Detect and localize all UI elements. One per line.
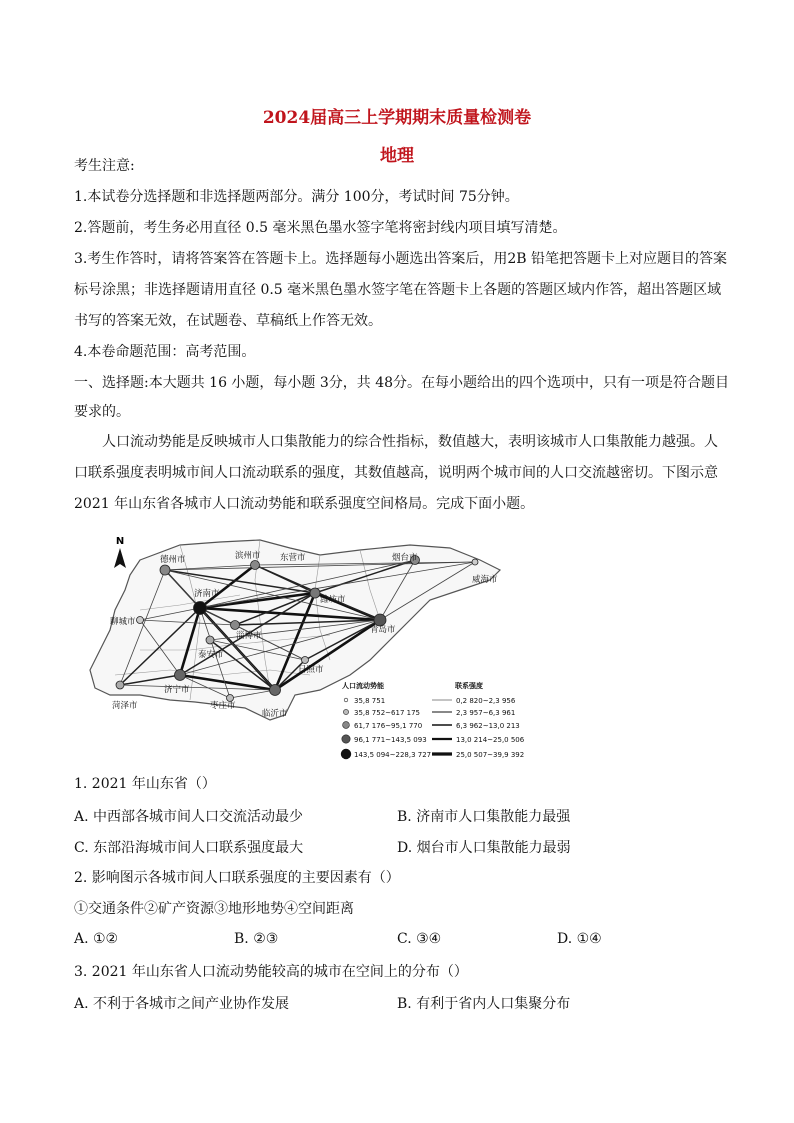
notice-item: 2.答题前，考生务必用直径 0.5 毫米黑色墨水签字笔将密封线内项目填写清楚。 <box>74 220 567 236</box>
legend-potential-item: 35,8 751 <box>354 697 386 705</box>
legend-strength-item: 13,0 214~25,0 506 <box>456 736 525 744</box>
legend-strength-title: 联系强度 <box>455 682 483 690</box>
city-label: 威海市 <box>472 575 498 585</box>
answer-option[interactable]: A. 不利于各城市之间产业协作发展 <box>74 996 290 1012</box>
legend-strength-item: 0,2 820~2,3 956 <box>456 697 516 705</box>
notice-item: 标号涂黑；非选择题请用直径 0.5 毫米黑色墨水签字笔在答题卡上各题的答题区域内作答，超出答题区域 <box>74 282 722 298</box>
passage-line: 口联系强度表明城市间人口流动联系的强度，其数值越高，说明两个城市间的人口交流越密切。下图示意 <box>74 465 718 481</box>
answer-option[interactable]: D. ①④ <box>557 931 602 947</box>
city-label: 泰安市 <box>198 650 224 660</box>
legend-strength-item: 6,3 962~13,0 213 <box>456 722 520 730</box>
question-sub-items: ①交通条件②矿产资源③地形地势④空间距离 <box>74 901 354 917</box>
legend-strength-item: 25,0 507~39,9 392 <box>456 751 525 759</box>
passage-line: 2021 年山东省各城市人口流动势能和联系强度空间格局。完成下面小题。 <box>74 496 535 512</box>
city-label: 淄博市 <box>236 631 262 641</box>
city-label: 枣庄市 <box>210 701 236 711</box>
notice-item: 4.本卷命题范围：高考范围。 <box>74 344 256 360</box>
answer-option[interactable]: B. 有利于省内人口集聚分布 <box>397 996 571 1012</box>
notice-item: 书写的答案无效，在试题卷、草稿纸上作答无效。 <box>74 313 382 329</box>
legend-potential-item: 96,1 771~143,5 093 <box>354 736 427 744</box>
north-arrow-icon <box>114 536 126 568</box>
city-label: 潍坊市 <box>320 595 346 605</box>
city-label: 青岛市 <box>370 625 396 635</box>
section-instructions: 一、选择题:本大题共 16 小题，每小题 3分，共 48分。在每小题给出的四个选项中，只有一项是符合题目 <box>74 375 730 391</box>
city-label: 临沂市 <box>262 709 288 719</box>
city-label: 济宁市 <box>164 685 190 695</box>
answer-option[interactable]: A. 中西部各城市间人口交流活动最少 <box>74 809 304 825</box>
section-instructions: 要求的。 <box>74 404 130 420</box>
shandong-population-map <box>80 520 540 765</box>
svg-text:N: N <box>115 536 125 547</box>
legend-potential-item: 35,8 752~617 175 <box>354 709 420 717</box>
exam-title: 2024届高三上学期期末质量检测卷 <box>262 108 532 128</box>
legend-strength-item: 2,3 957~6,3 961 <box>456 709 516 717</box>
legend-potential-title: 人口流动势能 <box>342 682 384 690</box>
question-stem: 2. 影响图示各城市间人口联系强度的主要因素有（） <box>74 870 400 886</box>
answer-option[interactable]: C. 东部沿海城市间人口联系强度最大 <box>74 840 304 856</box>
answer-option[interactable]: D. 烟台市人口集散能力最弱 <box>397 840 571 856</box>
answer-option[interactable]: B. ②③ <box>234 931 279 947</box>
city-label: 菏泽市 <box>112 701 138 711</box>
city-label: 滨州市 <box>235 551 261 561</box>
city-label: 东营市 <box>280 553 306 563</box>
city-label: 烟台市 <box>392 553 418 563</box>
city-label: 德州市 <box>160 555 186 565</box>
legend-potential-item: 143,5 094~228,3 727 <box>354 751 432 759</box>
answer-option[interactable]: A. ①② <box>74 931 119 947</box>
city-label: 济南市 <box>194 589 220 599</box>
answer-option[interactable]: B. 济南市人口集散能力最强 <box>397 809 571 825</box>
city-label: 日照市 <box>298 665 324 675</box>
exam-subject: 地理 <box>380 146 414 166</box>
question-stem: 1. 2021 年山东省（） <box>74 776 216 792</box>
city-label: 聊城市 <box>110 617 136 627</box>
legend-potential-item: 61,7 176~95,1 770 <box>354 722 423 730</box>
answer-option[interactable]: C. ③④ <box>397 931 442 947</box>
notice-item: 3.考生作答时，请将答案答在答题卡上。选择题每小题选出答案后，用2B 铅笔把答题卡上对应题目的答案 <box>74 251 728 267</box>
notice-heading: 考生注意: <box>74 158 135 174</box>
passage-line: 人口流动势能是反映城市人口集散能力的综合性指标，数值越大，表明该城市人口集散能力越强。人 <box>102 434 718 450</box>
notice-item: 1.本试卷分选择题和非选择题两部分。满分 100分，考试时间 75分钟。 <box>74 189 519 205</box>
question-stem: 3. 2021 年山东省人口流动势能较高的城市在空间上的分布（） <box>74 964 468 980</box>
